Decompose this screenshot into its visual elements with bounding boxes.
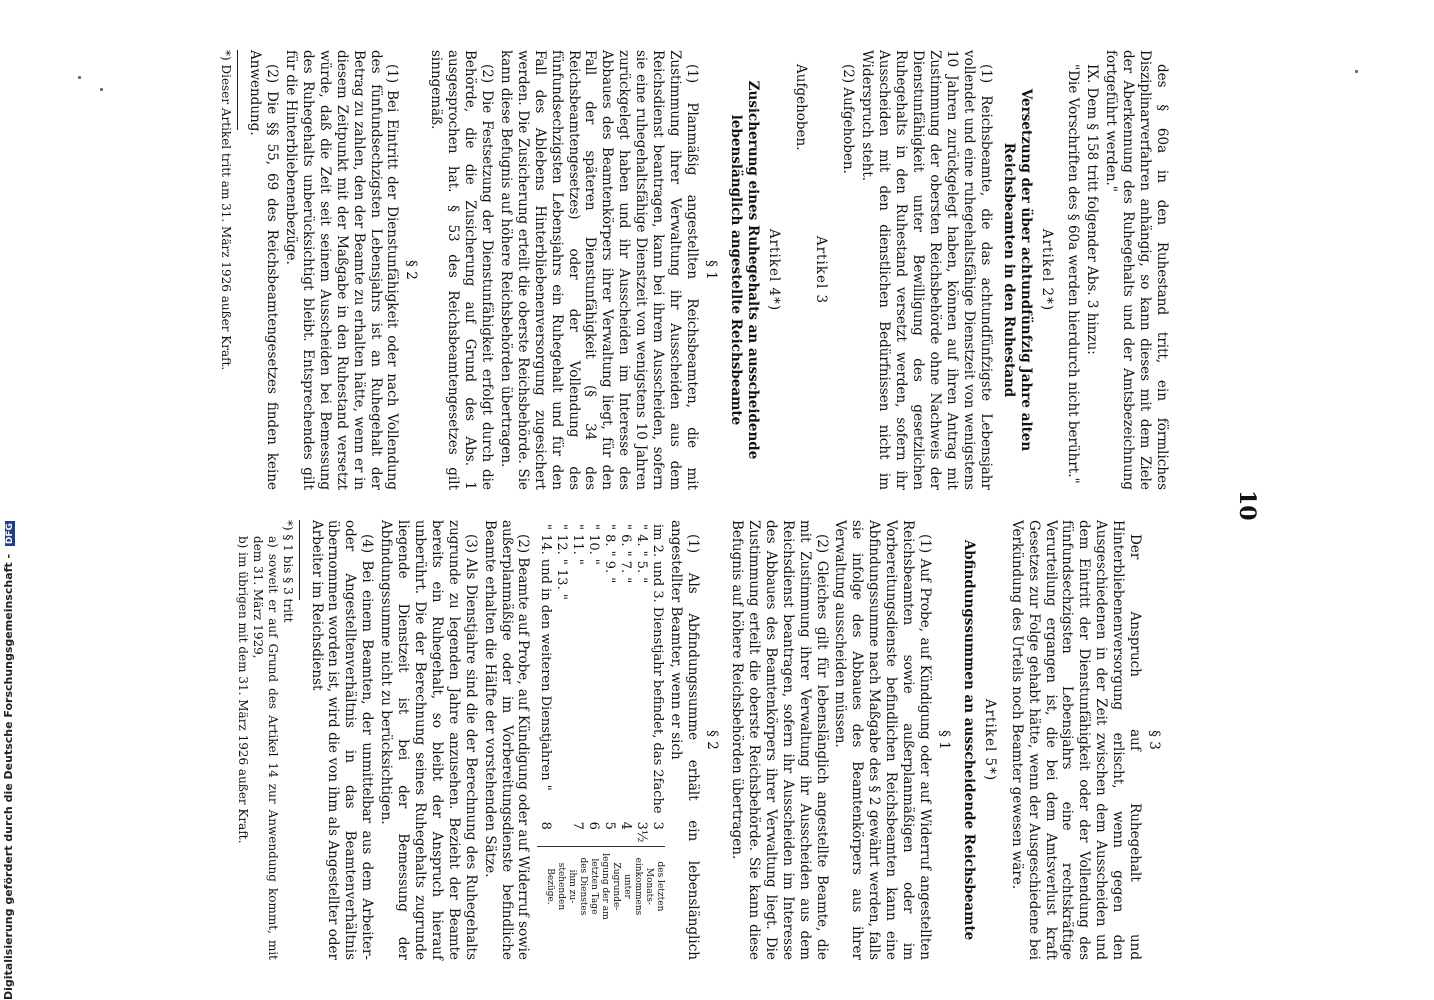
rates-years: " 10. " — [586, 524, 602, 565]
page-number: 10 — [1234, 490, 1260, 521]
rates-row — [649, 520, 665, 925]
footnote-right-a: a) soweit er auf Grund des Artikel 14 zur Anwendung kommt, mit dem 31. März 1929, — [250, 536, 280, 960]
rates-multiplier: 3 — [650, 821, 666, 830]
footnote-rule — [237, 50, 238, 130]
rates-years: im 2. und 3. Dienstjahr befindet, das 2fache — [650, 524, 666, 814]
rates-multiplier: 3½ — [634, 821, 650, 843]
rates-multiplier: 7 — [570, 821, 586, 830]
article-4-section-2: § 2 — [403, 260, 420, 280]
article-5-s2-paragraph-3: (3) Als Dienstjahre sind die der Berechnung des Ruhegehalts zugrunde zu legenden Jahre anzusehen. Bezieht der Beamte bereits ein Ruhegehalt, so bleibt der Anspruch hierauf unberührt. Die der Berechnung seines Ruhegehalts zugrunde liegende Dienstzeit ist bei der Bemessung der Abfindungssumme nicht zu berücksichtigen. — [378, 520, 479, 960]
rates-multiplier: 8 — [538, 821, 554, 830]
rates-years: " 12. " 13. " — [554, 524, 570, 600]
article-5-title: Artikel 5*) — [981, 698, 998, 782]
rates-years: " 6. " 7. " — [618, 524, 634, 584]
article-5-heading: Abfindungssummen an ausscheidende Reichsbeamte — [960, 539, 977, 941]
article-3-text: Aufgehoben. — [792, 64, 809, 151]
scan-speck — [78, 76, 81, 79]
footnote-left: *) Dieser Artikel tritt am 31. März 1926 außer Kraft. — [219, 50, 234, 371]
rates-multiplier: 4 — [618, 821, 634, 830]
article-4-section-3: § 3 — [1146, 730, 1162, 750]
article-4-s2-paragraph-1: (1) Bei Eintritt der Dienstunfähigkeit oder nach Vollendung des fünfundsechzigsten Lebensjahrs ist an Ruhegehalt der Betrag zu zahlen, den der Beamte zu erhalten hätte, wenn er in diesem Zeitpunkt mit der Maßgabe in den Ruhestand versetzt würde, daß die Zeit seit seinem Ausscheiden bei Bemessung des Ruhegehalts unberücksichtigt bleibt. Entsprechendes gilt für die Hinterbliebenenbezüge. — [283, 50, 401, 490]
scan-speck — [1355, 70, 1358, 73]
article-5-s2-paragraph-4: (4) Bei einem Beamten, der unmittelbar aus dem Arbeiter- oder Angestelltenverhältnis in das Beamtenverhältnis übernommen worden ist, wird die von ihm als Angestellter oder Arbeiter im Reichsdienst — [308, 520, 376, 960]
article-5-s1-paragraph-1: (1) Auf Probe, auf Kündigung oder auf Widerruf angestellten Reichsbeamten sowie außerplanmäßigen oder im Vorbereitungsdienste befindlichen Reichsbeamten kann eine Abfindungssumme nach Maßgabe des § 2 gewährt werden, falls sie infolge des Abbaues des Beamtenkörpers aus ihrer Verwaltung ausscheiden müssen. — [832, 520, 934, 960]
left-column — [218, 50, 1170, 490]
rates-years: " 11. " — [570, 524, 586, 565]
rates-years: " 8. " 9. " — [602, 524, 618, 584]
item-ix: IX. Dem § 158 tritt folgender Abs. 3 hinzu: — [1084, 64, 1101, 355]
article-3-title: Artikel 3 — [813, 235, 830, 305]
dfg-logo-icon: DFG — [5, 523, 15, 545]
article-4-s1-paragraph-1: (1) Planmäßig angestellten Reichsbeamten, die mit Zustimmung ihrer Verwaltung ihr Ausscheiden aus dem Reichsdienst beantragen, kann bei ihrem Ausscheiden, sofern sie eine ruhegehaltsfähige Dienstzeit von wenigstens 10 Jahren zurückgelegt haben und ihr Ausscheiden im Interesse des Abbaues des Beamtenkörpers ihrer Verwaltung liegt, für den Fall der späteren Dienstunfähigkeit (§ 34 des Reichsbeamtengesetzes) oder der Vollendung des fünfundsechzigsten Lebensjahrs ein Ruhegehalt und für den Fall des Ablebens Hinterbliebenenversorgung zugesichert werden. Die Zusicherung erteilt die oberste Reichsbehörde. Sie kann diese Befugnis auf höhere Reichsbehörden übertragen. — [497, 50, 700, 490]
rates-multiplier: 6 — [586, 821, 602, 830]
article-4-s1-paragraph-2: (2) Die Festsetzung der Dienstunfähigkeit erfolgt durch die Behörde, die die Zusicherung auf Grund des Abs. 1 ausgesprochen hat. § 53 des Reichsbeamtengesetzes gilt sinngemäß. — [428, 50, 495, 490]
footnote-rule-right — [299, 520, 300, 600]
article-5-s2-paragraph-2: (2) Beamte auf Probe, auf Kündigung oder auf Widerruf sowie außerplanmäßige oder im Vorbereitungsdienste befindliche Beamte erhalten die Hälfte der vorstehenden Sätze. — [481, 520, 532, 960]
article-5-s2-paragraph-1: (1) Als Abfindungssumme erhält ein lebenslänglich angestellter Beamter, wenn er sich — [668, 520, 702, 960]
article-5-section-1: § 1 — [935, 730, 952, 750]
article-4-title: Artikel 4*) — [765, 228, 782, 312]
article-2-title: Artikel 2*) — [1038, 228, 1055, 312]
article-4-heading: Zusicherung eines Ruhegehalts an ausscheidende lebenslänglich angestellte Reichsbeamte — [727, 80, 761, 460]
article-4-s2-paragraph-2: (2) Die §§ 55, 69 des Reichsbeamtengesetzes finden keine Anwendung. — [247, 50, 281, 490]
scan-speck — [100, 88, 103, 91]
intro-paragraph: des § 60a in den Ruhestand tritt, ein förmliches Disziplinarverfahren anhängig, so kann dieses mit dem Ziele der Aberkennung des Ruhegehalts und der Amtsbezeichnung fortgeführt werden." — [1103, 50, 1170, 490]
article-2-heading: Versetzung der über achtundfünfzig Jahre alten Reichsbeamten in den Ruhestand — [1000, 88, 1034, 452]
rates-table — [537, 520, 665, 925]
article-4-section-1: § 1 — [702, 260, 719, 280]
right-column — [235, 520, 1170, 960]
digitization-note-text: Digitalisierung gefördert durch die Deutsche Forschungsgemeinschaft - — [2, 553, 15, 1000]
rates-years: " 4. " 5. " — [634, 524, 650, 584]
article-5-section-2: § 2 — [704, 730, 721, 750]
article-5-s1-paragraph-2: (2) Gleiches gilt für lebenslänglich angestellte Beamte, die mit Zustimmung ihrer Verwaltung ihr Ausscheiden aus dem Reichsdienst beantragen, sofern ihr Ausscheiden im Interesse des Abbaues des Beamtenkörpers ihrer Verwaltung liegt. Die Zustimmung erteilt die oberste Reichsbehörde. Sie kann diese Befugnis auf höhere Reichsbehörden übertragen. — [729, 520, 830, 960]
footnote-right-b: b) im übrigen mit dem 31. März 1926 außer Kraft. — [235, 536, 250, 844]
digitization-note — [2, 521, 15, 1000]
footnote-right-title: *) § 1 bis § 3 tritt — [280, 520, 295, 623]
rates-multiplier — [553, 818, 569, 847]
rates-years: " 14. und in den weiteren Dienstjahren " — [538, 524, 554, 791]
rates-multiplier: 5 — [602, 821, 618, 830]
item-ix-quote: "Die Vorschriften des § 60a werden hierdurch nicht berührt." — [1065, 64, 1082, 484]
document-page — [70, 20, 1300, 980]
article-2-paragraph-2: (2) Aufgehoben. — [840, 64, 857, 174]
article-4-s3-text: Der Anspruch auf Ruhegehalt und Hinterbliebenenversorgung erlischt, wenn gegen den Ausgeschiedenen in der Zeit zwischen dem Ausscheiden und dem Eintritt der Dienstunfähigkeit oder der Vollendung des fünfundsechzigsten Lebensjahrs eine rechtskräftige Verurteilung ergangen ist, die bei dem Amtsverlust kraft Gesetzes zur Folge gehabt hätte, wenn der Ausgeschiedene bei Verkündung des Urteils noch Beamter gewesen wäre. — [1008, 520, 1144, 960]
article-2-paragraph-1: (1) Reichsbeamte, die das achtundfünfzigste Lebensjahr vollendet und eine ruhegehaltsfähige Dienstzeit von wenigstens 10 Jahren zurückgelegt haben, können auf ihren Antrag mit Zustimmung der obersten Reichsbehörde ohne Nachweis der Dienstunfähigkeit unter Bewilligung des gesetzlichen Ruhegehalts in den Ruhestand versetzt werden, sofern ihr Ausscheiden mit den dienstlichen Bedürfnissen nicht im Widerspruch steht. — [859, 50, 994, 490]
rates-brace-note: des letzten Monats-einkommens unter Zugrunde-legung der am letzten Tage des Dienstes ihm zu-stehenden Bezüge. — [537, 847, 665, 926]
